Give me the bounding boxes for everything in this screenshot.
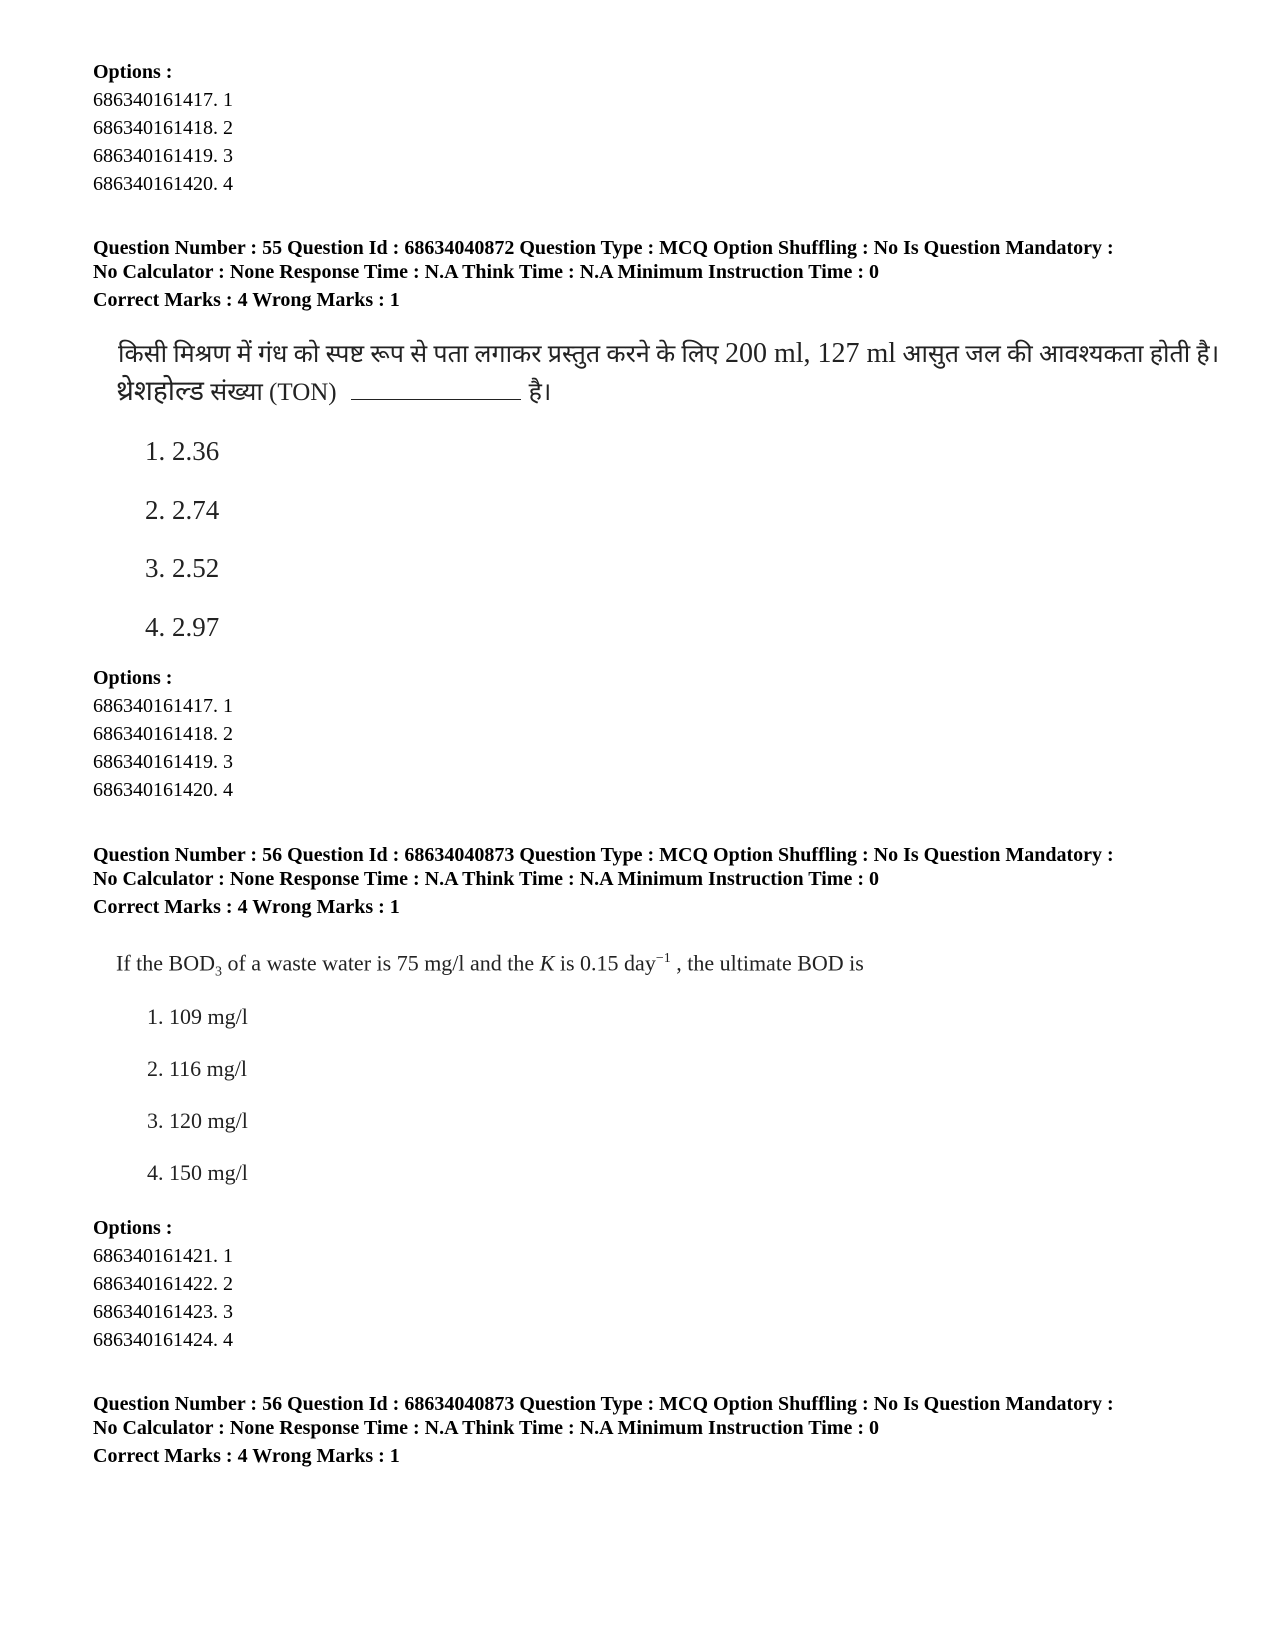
q55-choice: 4. 2.97	[145, 612, 220, 642]
q56-repeat-header-line1: Question Number : 56 Question Id : 68634040873 Question Type : MCQ Option Shuffling : No Is Question Mandatory :	[93, 1393, 1114, 1415]
q56-choice: 2. 116 mg/l	[147, 1056, 248, 1081]
option-line: 686340161422. 2	[93, 1273, 233, 1295]
q56-marks: Correct Marks : 4 Wrong Marks : 1	[93, 896, 400, 918]
option-line: 686340161419. 3	[93, 145, 233, 167]
option-line: 686340161420. 4	[93, 779, 233, 801]
option-line: 686340161419. 3	[93, 751, 233, 773]
q55-text-line2-rest: संख्या (TON)	[204, 379, 337, 406]
q56-repeat-marks: Correct Marks : 4 Wrong Marks : 1	[93, 1445, 400, 1467]
options-label: Options :	[93, 667, 173, 689]
answer-blank	[351, 375, 521, 400]
q55-text-part1: किसी मिश्रण में गंध को स्पष्ट रूप से पता लगाकर प्रस्तुत करने के लिए	[118, 341, 725, 368]
q56-options-block	[93, 1214, 1203, 1354]
options-label: Options :	[93, 1217, 173, 1239]
option-line: 686340161423. 3	[93, 1301, 233, 1323]
q55-header-line1: Question Number : 55 Question Id : 68634040872 Question Type : MCQ Option Shuffling : No Is Question Mandatory :	[93, 237, 1114, 259]
q56-header	[93, 843, 1203, 919]
q55-choice: 3. 2.52	[145, 553, 220, 583]
q56-repeat-header	[93, 1392, 1203, 1468]
option-line: 686340161418. 2	[93, 117, 233, 139]
q55-choice: 1. 2.36	[145, 436, 220, 466]
q56-text-k: K	[539, 950, 555, 976]
option-line: 686340161424. 4	[93, 1329, 233, 1351]
q56-text-a: If the BOD	[116, 950, 215, 976]
q55-marks: Correct Marks : 4 Wrong Marks : 1	[93, 289, 400, 311]
q55-question-line1	[118, 336, 1219, 373]
q56-repeat-header-line2: No Calculator : None Response Time : N.A Think Time : N.A Minimum Instruction Time : 0	[93, 1417, 879, 1439]
q56-header-line2: No Calculator : None Response Time : N.A Think Time : N.A Minimum Instruction Time : 0	[93, 868, 879, 890]
options-label: Options :	[93, 61, 173, 83]
option-line: 686340161417. 1	[93, 695, 233, 717]
q56-choice: 1. 109 mg/l	[147, 1004, 248, 1029]
option-line: 686340161420. 4	[93, 173, 233, 195]
q56-choice: 4. 150 mg/l	[147, 1160, 248, 1185]
option-line: 686340161418. 2	[93, 723, 233, 745]
q55-header	[93, 236, 1203, 312]
q56-text-d: , the ultimate BOD is	[670, 950, 864, 976]
q56-choice: 3. 120 mg/l	[147, 1108, 248, 1133]
q55-options-block	[93, 664, 1203, 804]
q56-question-text	[116, 944, 864, 988]
q56-text-sub: 3	[214, 964, 222, 980]
option-line: 686340161421. 1	[93, 1245, 233, 1267]
q55-text-part2: आसुत जल की आवश्यकता होती है।	[896, 341, 1220, 368]
q55-text-line2-word: थ्रेशहोल्ड	[116, 376, 205, 407]
q55-question-line2	[116, 374, 551, 411]
q55-choice: 2. 2.74	[145, 495, 220, 525]
q56-header-line1: Question Number : 56 Question Id : 68634040873 Question Type : MCQ Option Shuffling : No Is Question Mandatory :	[93, 844, 1114, 866]
q55-header-line2: No Calculator : None Response Time : N.A Think Time : N.A Minimum Instruction Time : 0	[93, 261, 879, 283]
top-options-block	[93, 58, 1203, 198]
q56-text-sup: −1	[655, 951, 671, 966]
q56-text-b: of a waste water is 75 mg/l and the	[221, 950, 540, 976]
q55-text-num: 200 ml, 127 ml	[724, 338, 897, 369]
q55-text-line2-end: है।	[528, 379, 552, 406]
q56-text-c: is 0.15 day	[554, 950, 656, 976]
option-line: 686340161417. 1	[93, 89, 233, 111]
